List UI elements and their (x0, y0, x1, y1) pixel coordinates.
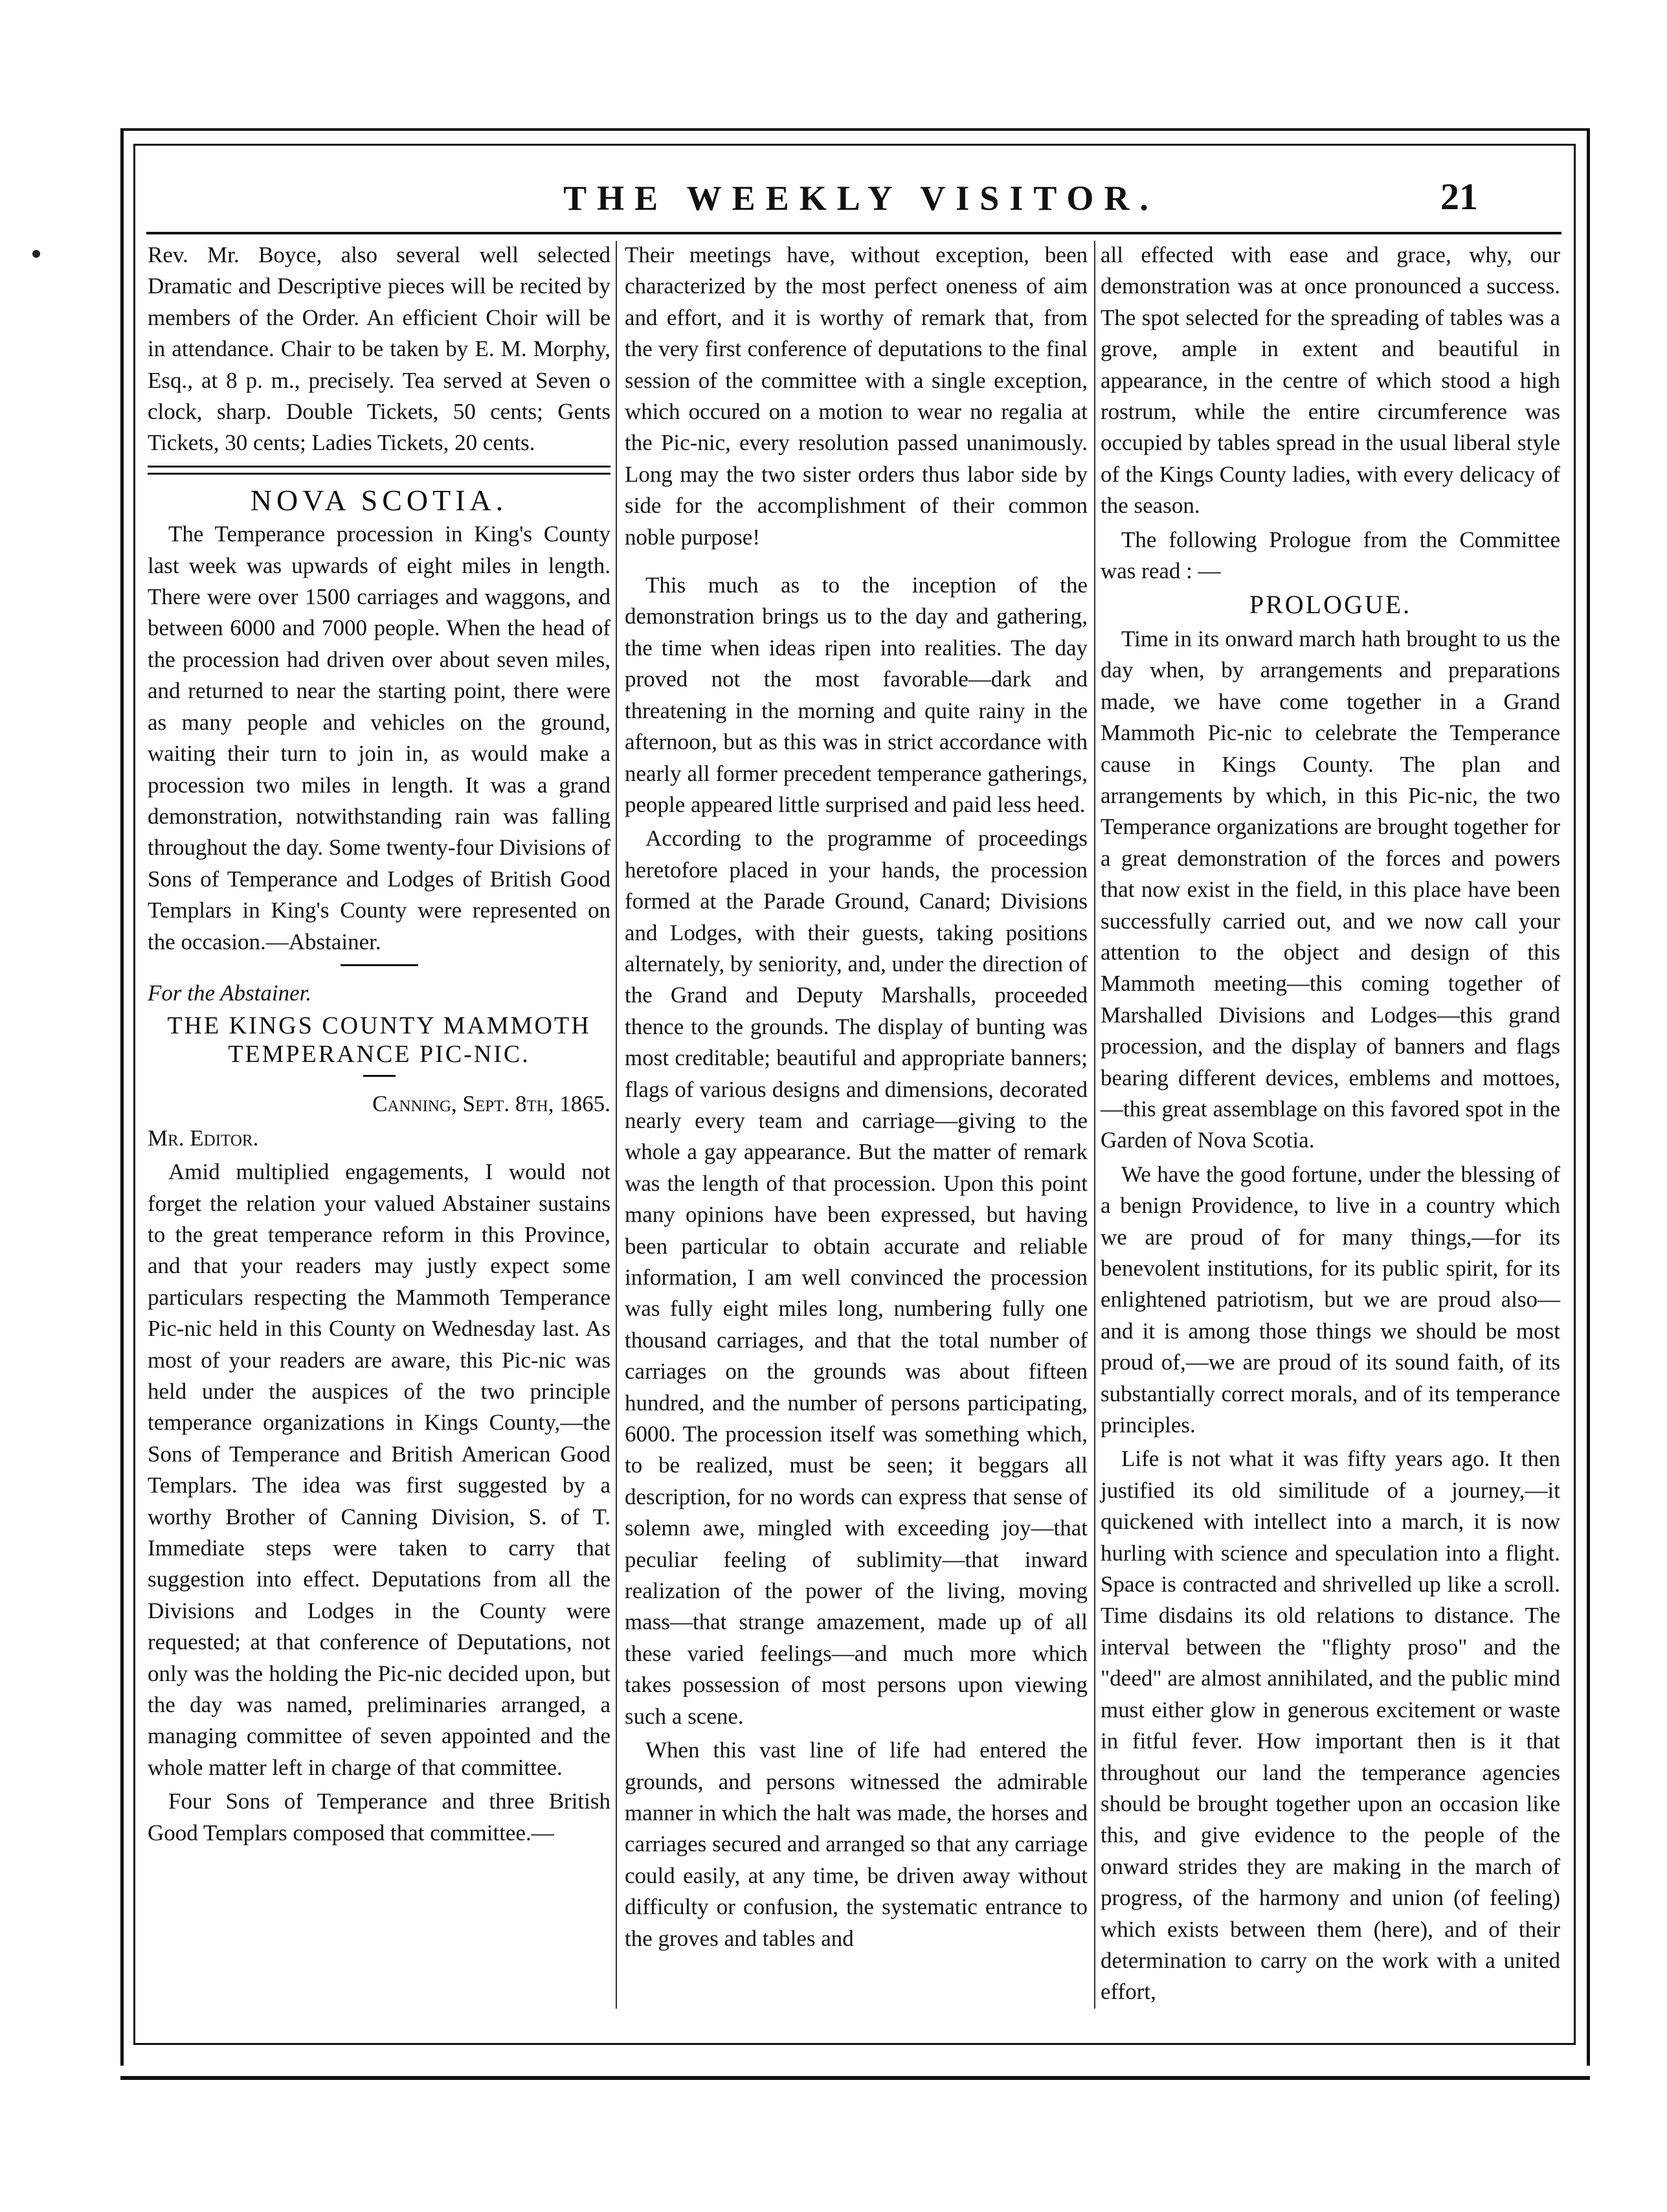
article-paragraph: all effected with ease and grace, why, our demonstration was at once pronounced a success. The spot selected for the spreading of tables was a grove, ample in extent and beautiful in appearance, in the centre of which stood a high rostrum, while the entire circumference was occupied by tables spread in the usual liberal style of the Kings County ladies, with every delicacy of the season. (1101, 242, 1560, 519)
column-divider-1 (616, 241, 617, 2009)
column-2 (625, 240, 1088, 1957)
article-paragraph: Four Sons of Temperance and three British Good Templars composed that committee.— (148, 1789, 610, 1845)
stray-ink-dot (32, 250, 40, 258)
title-underline (363, 1075, 396, 1077)
article-title: THE KINGS COUNTY MAMMOTH TEMPERANCE PIC-NIC. (167, 1012, 591, 1068)
article-paragraph: Their meetings have, without exception, been characterized by the most perfect oneness of aim and effort, and it is worthy of remark that, from the very first conference of deputations to the final session of the committee with a single exception, which occured on a motion to wear no regalia at the Pic-nic, every resolution passed unanimously. Long may the two sister orders thus labor side by side for the accomplishment of their common noble purpose! (625, 242, 1088, 550)
prologue-paragraph: Life is not what it was fifty years ago. It then justified its old similitude of a journey,—it quickened with intellect into a march, it is now hurling with science and speculation into a flight. Space is contracted and shrivelled up like a scroll. Time disdains its old relations to distance. The interval between the "flighty proso" and the "deed" are almost annihilated, and the public mind must either glow in generous excitement or waste in fitful fever. How important then is it that throughout our land the temperance agencies should be brought together upon an occasion like this, and give evidence to the people of the onward strides they are making in the march of progress, of the harmony and union (of feeling) which exists between them (here), and of their determination to carry on the work with a united effort, (1101, 1446, 1560, 2005)
header-rule (146, 232, 1561, 234)
section-double-rule (148, 466, 610, 475)
article-paragraph: This much as to the inception of the demonstration brings us to the day and gathering, the time when ideas ripen into realities. The day proved not the most favorable—dark and threatening in the morning and quite rainy in the afternoon, but as this was in strict accordance with nearly all former precedent temperance gatherings, people appeared little surprised and paid less heed. (625, 572, 1088, 817)
prologue-paragraph: We have the good fortune, under the blessing of a benign Providence, to live in a country which we are proud of for many things,—for its benevolent institutions, for its public spirit, for its enlightened patriotism, but we are proud also—and it is among those things we should be most proud of,—we are proud of its sound faith, of its substantially correct morals, and of its temperance principles. (1101, 1161, 1560, 1438)
column-3 (1101, 240, 1560, 2011)
masthead-title: THE WEEKLY VISITOR. (563, 179, 1159, 218)
salutation: Mr. Editor. (148, 1125, 259, 1151)
article-paragraph: When this vast line of life had entered the grounds, and persons witnessed the admirable manner in which the halt was made, the horses and carriages secured and arranged so that any carriage could easily, at any time, be driven away without difficulty or confusion, the systematic entrance to the groves and tables and (625, 1737, 1088, 1951)
article-paragraph: The following Prologue from the Committee was read : — (1101, 526, 1560, 584)
page-border-bottom (120, 2076, 1590, 2080)
notice-paragraph: Rev. Mr. Boyce, also several well selected Dramatic and Descriptive pieces will be recited by members of the Order. An efficient Choir will be in attendance. Chair to be taken by E. M. Morphy, Esq., at 8 p. m., precisely. Tea served at Seven o clock, sharp. Double Tickets, 50 cents; Gents Tickets, 30 cents; Ladies Tickets, 20 cents. (148, 242, 610, 456)
article-paragraph: According to the programme of proceedings heretofore placed in your hands, the procession formed at the Parade Ground, Canard; Divisions and Lodges, with their guests, taking positions alternately, by seniority, and, under the direction of the Grand and Deputy Marshalls, proceeded thence to the grounds. The display of bunting was most creditable; beautiful and appropriate banners; flags of various designs and dimensions, decorated nearly every team and carriage—giving to the whole a gay appearance. But the matter of remark was the length of that procession. Upon this point many opinions have been expressed, but having been particular to obtain accurate and reliable information, I am well convinced the procession was fully eight miles long, numbering fully one thousand carriages, and that the total number of carriages on the grounds was about fifteen hundred, and the number of persons participating, 6000. The procession itself was something which, to be realized, must be seen; it beggars all description, for no words can express that sense of solemn awe, mingled with exceeding joy—that peculiar feeling of sublimity—that inward realization of the power of the living, moving mass—that strange amazement, made up of all these varied feelings—and much more which takes possession of most persons upon viewing such a scene. (625, 826, 1088, 1729)
nova-scotia-heading: NOVA SCOTIA. (250, 483, 508, 517)
column-divider-2 (1094, 241, 1095, 2009)
page-number: 21 (1440, 175, 1478, 218)
prologue-heading: PROLOGUE. (1249, 590, 1412, 620)
nova-scotia-article: The Temperance procession in King's County last week was upwards of eight miles in length. There were over 1500 carriages and waggons, and between 6000 and 7000 people. When the head of the procession had driven over about seven miles, and returned to near the starting point, there were as many people and vehicles on the ground, waiting their turn to join in, as would make a procession two miles in length. It was a grand demonstration, notwithstanding rain was falling throughout the day. Some twenty-four Divisions of Sons of Temperance and Lodges of British Good Templars in King's County were represented on the occasion.—Abstainer. (148, 521, 610, 954)
prologue-paragraph: Time in its onward march hath brought to us the day when, by arrangements and preparations made, we have come together in a Grand Mammoth Pic-nic to celebrate the Temperance cause in Kings County. The plan and arrangements by which, in this Pic-nic, the two Temperance organizations are brought together for a great demonstration of the forces and powers that now exist in the field, in this place have been successfully carried out, and we now call your attention to the object and design of this Mammoth meeting—this coming together of Marshalled Divisions and Lodges—this grand procession, and the display of banners and flags bearing different devices, emblems and mottoes,—this great assemblage on this favored spot in the Garden of Nova Scotia. (1101, 626, 1560, 1153)
column-1 (148, 240, 610, 1851)
article-separator (341, 964, 418, 966)
dateline: Canning, Sept. 8th, 1865. (372, 1091, 610, 1117)
for-abstainer-line: For the Abstainer. (148, 980, 312, 1006)
article-paragraph: Amid multiplied engagements, I would not forget the relation your valued Abstainer sustains to the great temperance reform in this Province, and that your readers may justly expect some particulars respecting the Mammoth Temperance Pic-nic held in this County on Wednesday last. As most of your readers are aware, this Pic-nic was held under the auspices of the two principle temperance organizations in Kings County,—the Sons of Temperance and British American Good Templars. The idea was first suggested by a worthy Brother of Canning Division, S. of T. Immediate steps were taken to carry that suggestion into effect. Deputations from all the Divisions and Lodges in the County were requested; at that conference of Deputations, not only was the holding the Pic-nic decided upon, but the day was named, preliminaries arranged, a managing committee of seven appointed and the whole matter left in charge of that committee. (148, 1159, 610, 1780)
